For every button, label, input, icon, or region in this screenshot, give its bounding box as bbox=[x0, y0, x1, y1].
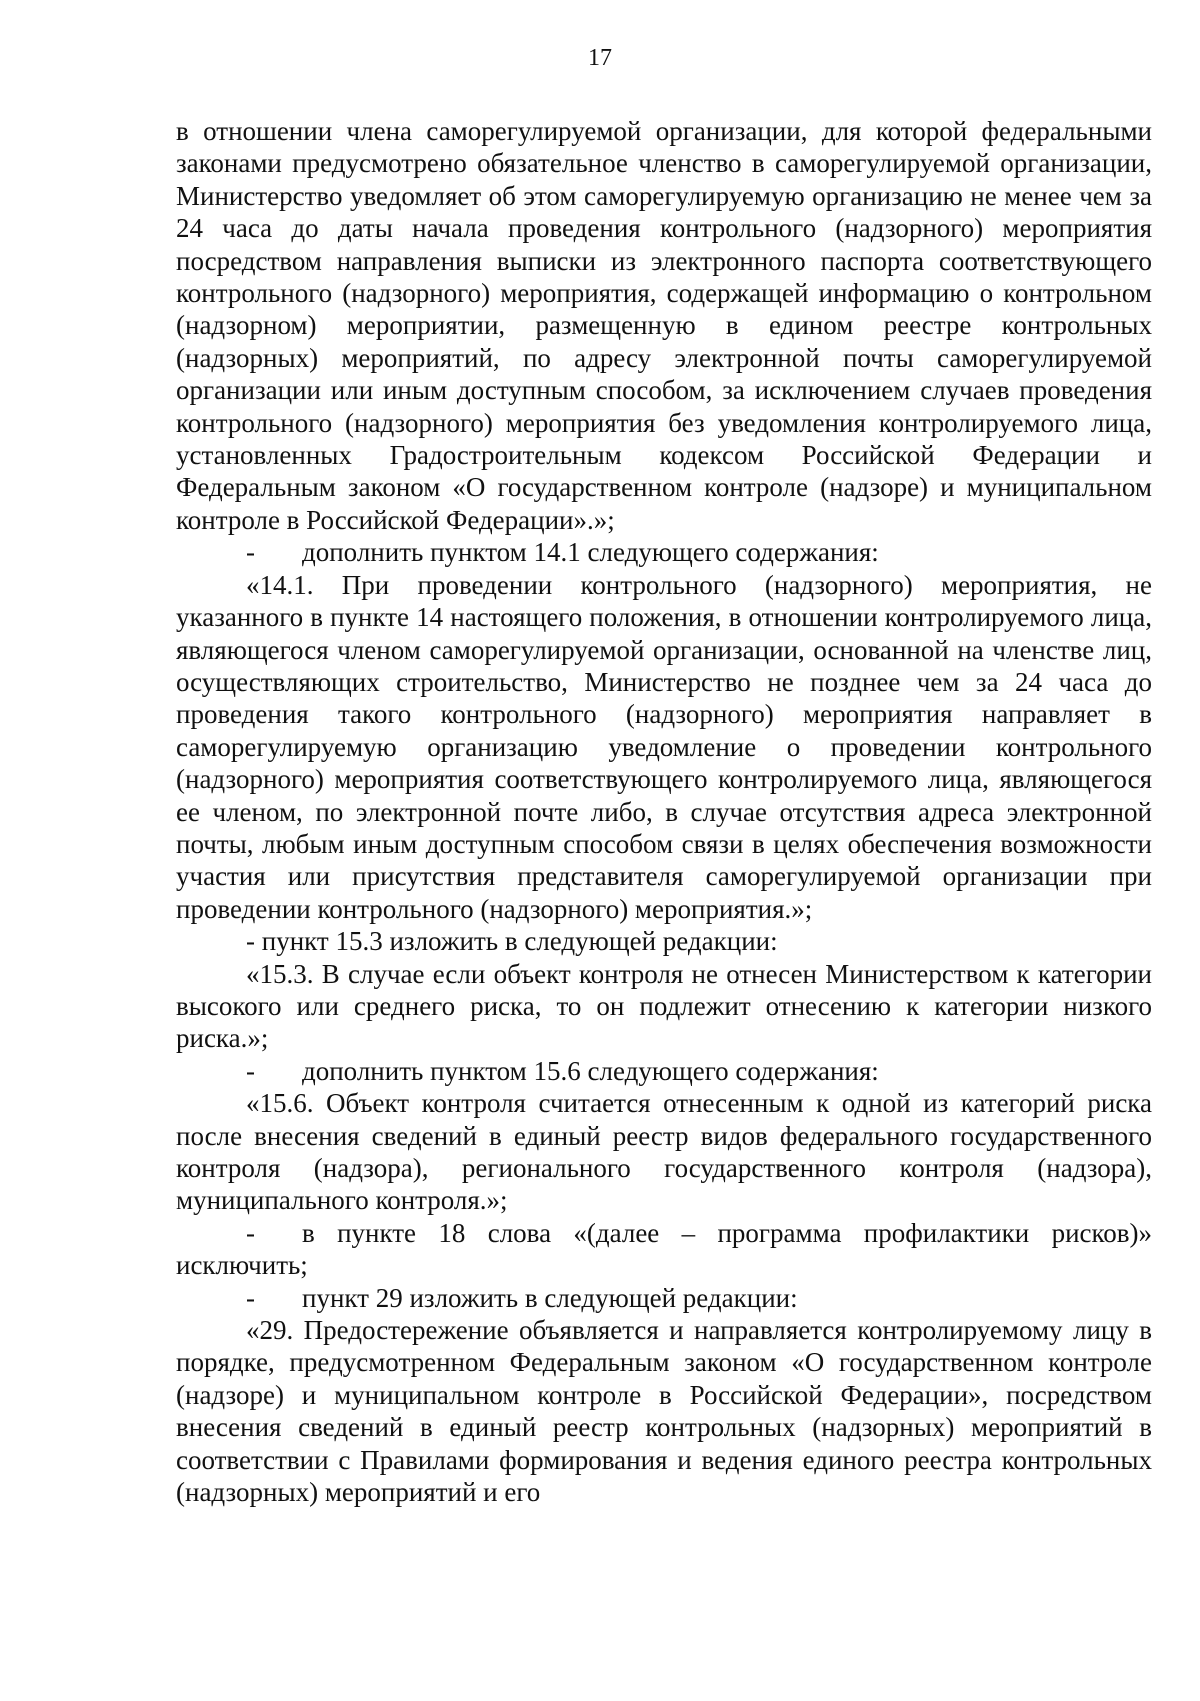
paragraph-continuation: в отношении члена саморегулируемой организации, для которой федеральными законами предусмотрено обязательное членство в саморегулируемой организации, Министерство уведомляет об этом саморегулируемую организацию не менее чем за 24 часа до даты начала проведения контрольного (надзорного) мероприятия посредством направления выписки из электронного паспорта соответствующего контрольного (надзорного) мероприятия, содержащей информацию о контрольном (надзорном) мероприятии, размещенную в едином реестре контрольных (надзорных) мероприятий, по адресу электронной почты саморегулируемой организации или иным доступным способом, за исключением случаев проведения контрольного (надзорного) мероприятия без уведомления контролируемого лица, установленных Градостроительным кодексом Российской Федерации и Федеральным законом «О государственном контроле (надзоре) и муниципальном контроле в Российской Федерации».»; bbox=[176, 116, 1152, 535]
list-item-text: пункт 29 изложить в следующей редакции: bbox=[302, 1282, 798, 1313]
dash-marker: - bbox=[246, 1055, 255, 1086]
list-item-text: в пункте 18 слова «(далее – программа профилактики рисков)» исключить; bbox=[176, 1217, 1152, 1281]
document-body bbox=[176, 115, 1152, 1508]
paragraph-14-1: «14.1. При проведении контрольного (надзорного) мероприятия, не указанного в пункте 14 настоящего положения, в отношении контролируемого лица, являющегося членом саморегулируемой организации, основанной на членстве лиц, осуществляющих строительство, Министерство не позднее чем за 24 часа до проведения такого контрольного (надзорного) мероприятия направляет в саморегулируемую организацию уведомление о проведении контрольного (надзорного) мероприятия соответствующего контролируемого лица, являющегося ее членом, по электронной почте либо, в случае отсутствия адреса электронной почты, любым иным доступным способом связи в целях обеспечения возможности участия или присутствия представителя саморегулируемой организации при проведении контрольного (надзорного) мероприятия.»; bbox=[176, 569, 1152, 924]
dash-marker: - bbox=[246, 1217, 255, 1248]
paragraph-15-6: «15.6. Объект контроля считается отнесенным к одной из категорий риска после внесения сведений в единый реестр видов федерального государственного контроля (надзора), регионального государственного контроля (надзора), муниципального контроля.»; bbox=[176, 1088, 1152, 1216]
list-item-text: дополнить пунктом 14.1 следующего содержания: bbox=[302, 537, 879, 568]
list-item-text: дополнить пунктом 15.6 следующего содержания: bbox=[302, 1055, 879, 1086]
dash-marker: - bbox=[246, 1282, 255, 1313]
list-item-add-14-1 bbox=[176, 536, 1152, 568]
paragraph-15-3: «15.3. В случае если объект контроля не отнесен Министерством к категории высокого или среднего риска, то он подлежит отнесению к категории низкого риска.»; bbox=[176, 958, 1152, 1054]
list-item-item-29 bbox=[176, 1282, 1152, 1314]
page-number: 17 bbox=[588, 45, 612, 71]
list-item-add-15-6 bbox=[176, 1055, 1152, 1087]
list-item-item-18 bbox=[176, 1217, 1152, 1282]
dash-marker: - bbox=[246, 537, 255, 568]
paragraph-29: «29. Предостережение объявляется и направляется контролируемому лицу в порядке, предусмотренном Федеральным законом «О государственном контроле (надзоре) и муниципальном контроле в Российской Федерации», посредством внесения сведений в единый реестр контрольных (надзорных) мероприятий в соответствии с Правилами формирования и ведения единого реестра контрольных (надзорных) мероприятий и его bbox=[176, 1315, 1152, 1508]
paragraph-item-15-3-instruction: - пункт 15.3 изложить в следующей редакции: bbox=[246, 926, 778, 957]
